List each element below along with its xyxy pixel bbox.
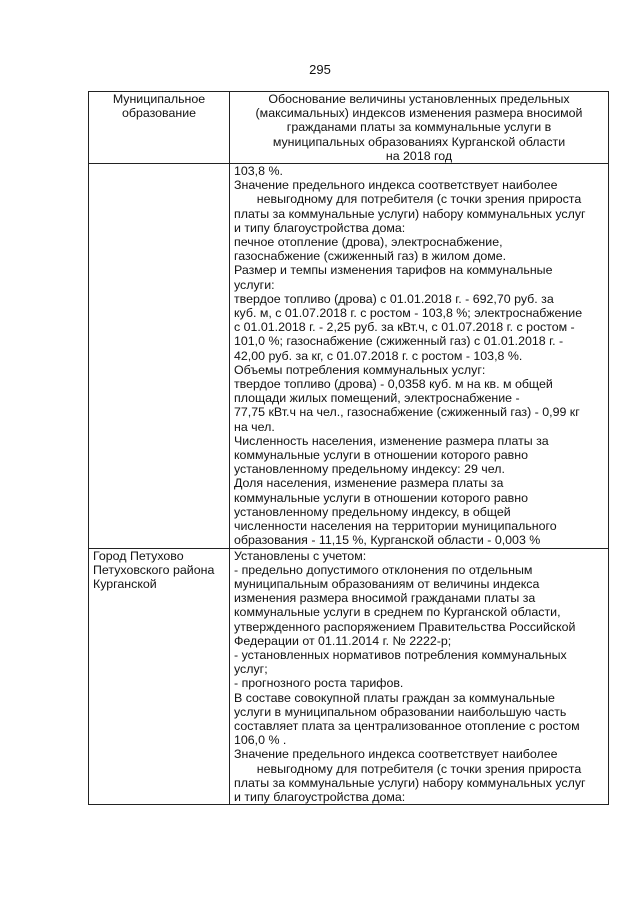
text-line: печное отопление (дрова), электроснабжение,: [234, 235, 503, 250]
municipality-cell: [89, 548, 230, 805]
justification-cell: [230, 164, 609, 548]
justification-table: [88, 91, 609, 805]
text-line: Федерации от 01.11.2014 г. № 2222-р;: [234, 633, 452, 648]
text-line: платы за коммунальные услуги) набору коммунальных услуг: [234, 775, 586, 790]
text-line: образования - 11,15 %, Курганской области - 0,003 %: [234, 533, 541, 548]
text-line: 103,8 %.: [234, 164, 283, 179]
text-line: муниципальным образованиям от величины индекса: [234, 576, 540, 591]
header-text-line: муниципальных образованиях Курганской области: [272, 134, 566, 149]
header-text-line: (максимальных) индексов изменения размера вносимой: [255, 106, 583, 121]
text-line: коммунальные услуги в отношении которого равно: [234, 448, 528, 463]
text-line: утвержденного распоряжением Правительства Российской: [234, 619, 576, 634]
text-line: коммунальные услуги в среднем по Курганской области,: [234, 605, 561, 620]
text-line: услуг;: [234, 662, 268, 677]
text-line: Размер и темпы изменения тарифов на коммунальные: [234, 263, 553, 278]
header-text-line: образование: [121, 106, 197, 121]
table-row: [89, 164, 609, 548]
text-line: 101,0 %; газоснабжение (сжиженный газ) с 01.01.2018 г. -: [234, 334, 564, 349]
text-line: Значение предельного индекса соответствует наиболее: [234, 178, 558, 193]
header-text-line: на 2018 год: [385, 148, 453, 163]
text-line: численности населения на территории муниципального: [234, 519, 557, 534]
text-line: коммунальные услуги в отношении которого равно: [234, 490, 528, 505]
text-line: 42,00 руб. за кг, с 01.07.2018 г. с ростом - 103,8 %.: [234, 348, 523, 363]
text-line: твердое топливо (дрова) - 0,0358 куб. м на кв. м общей: [234, 377, 553, 392]
text-line: невыгодному для потребителя (с точки зрения прироста: [256, 192, 582, 207]
text-line: с 01.01.2018 г. - 2,25 руб. за кВт.ч, с 01.07.2018 г. с ростом -: [234, 320, 575, 335]
text-line: - установленных нормативов потребления коммунальных: [234, 647, 567, 662]
text-line: куб. м, с 01.07.2018 г. с ростом - 103,8 %; электроснабжение: [234, 306, 583, 321]
text-line: 77,75 кВт.ч на чел., газоснабжение (сжиженный газ) - 0,99 кг: [234, 405, 580, 420]
municipality-name-line: Курганской: [93, 576, 157, 591]
text-line: платы за коммунальные услуги) набору коммунальных услуг: [234, 206, 586, 221]
header-text-line: Обоснование величины установленных предельных: [268, 92, 570, 106]
municipality-cell: [89, 164, 230, 548]
text-line: В составе совокупной платы граждан за коммунальные: [234, 690, 555, 705]
text-line: площади жилых помещений, электроснабжение -: [234, 391, 520, 406]
text-line: составляет плата за централизованное отопление с ростом: [234, 718, 580, 733]
text-line: установленному предельному индексу, в общей: [234, 504, 511, 519]
text-line: газоснабжение (сжиженный газ) в жилом доме.: [234, 249, 507, 264]
text-line: Численность населения, изменение размера платы за: [234, 433, 549, 448]
table-row: [89, 548, 609, 805]
text-line: на чел.: [234, 419, 275, 434]
text-line: Значение предельного индекса соответствует наиболее: [234, 747, 558, 762]
text-line: - предельно допустимого отклонения по отдельным: [234, 562, 533, 577]
municipality-name-line: Петуховского района: [93, 562, 215, 577]
text-line: услуги:: [234, 277, 275, 292]
text-line: и типу благоустройства дома:: [234, 220, 406, 235]
page-number: 295: [309, 62, 331, 77]
text-line: услуги в муниципальном образовании наибольшую часть: [234, 704, 567, 719]
header-justification: [230, 92, 609, 164]
text-line: изменения размера вносимой гражданами платы за: [234, 591, 536, 606]
text-line: и типу благоустройства дома:: [234, 789, 406, 804]
header-municipality: [89, 92, 230, 164]
table-header-row: [89, 92, 609, 164]
text-line: Объемы потребления коммунальных услуг:: [234, 362, 486, 377]
header-text-line: Муниципальное: [112, 92, 206, 106]
text-line: Установлены с учетом:: [234, 548, 367, 563]
text-line: Доля населения, изменение размера платы за: [234, 476, 504, 491]
justification-cell: [230, 548, 609, 805]
text-line: установленному предельному индексу: 29 чел.: [234, 462, 505, 477]
municipality-name-line: Город Петухово: [93, 548, 184, 563]
text-line: 106,0 % .: [234, 733, 287, 748]
text-line: невыгодному для потребителя (с точки зрения прироста: [256, 761, 582, 776]
header-text-line: гражданами платы за коммунальные услуги в: [286, 120, 552, 135]
text-line: твердое топливо (дрова) с 01.01.2018 г. - 692,70 руб. за: [234, 291, 554, 306]
text-line: - прогнозного роста тарифов.: [234, 676, 404, 691]
